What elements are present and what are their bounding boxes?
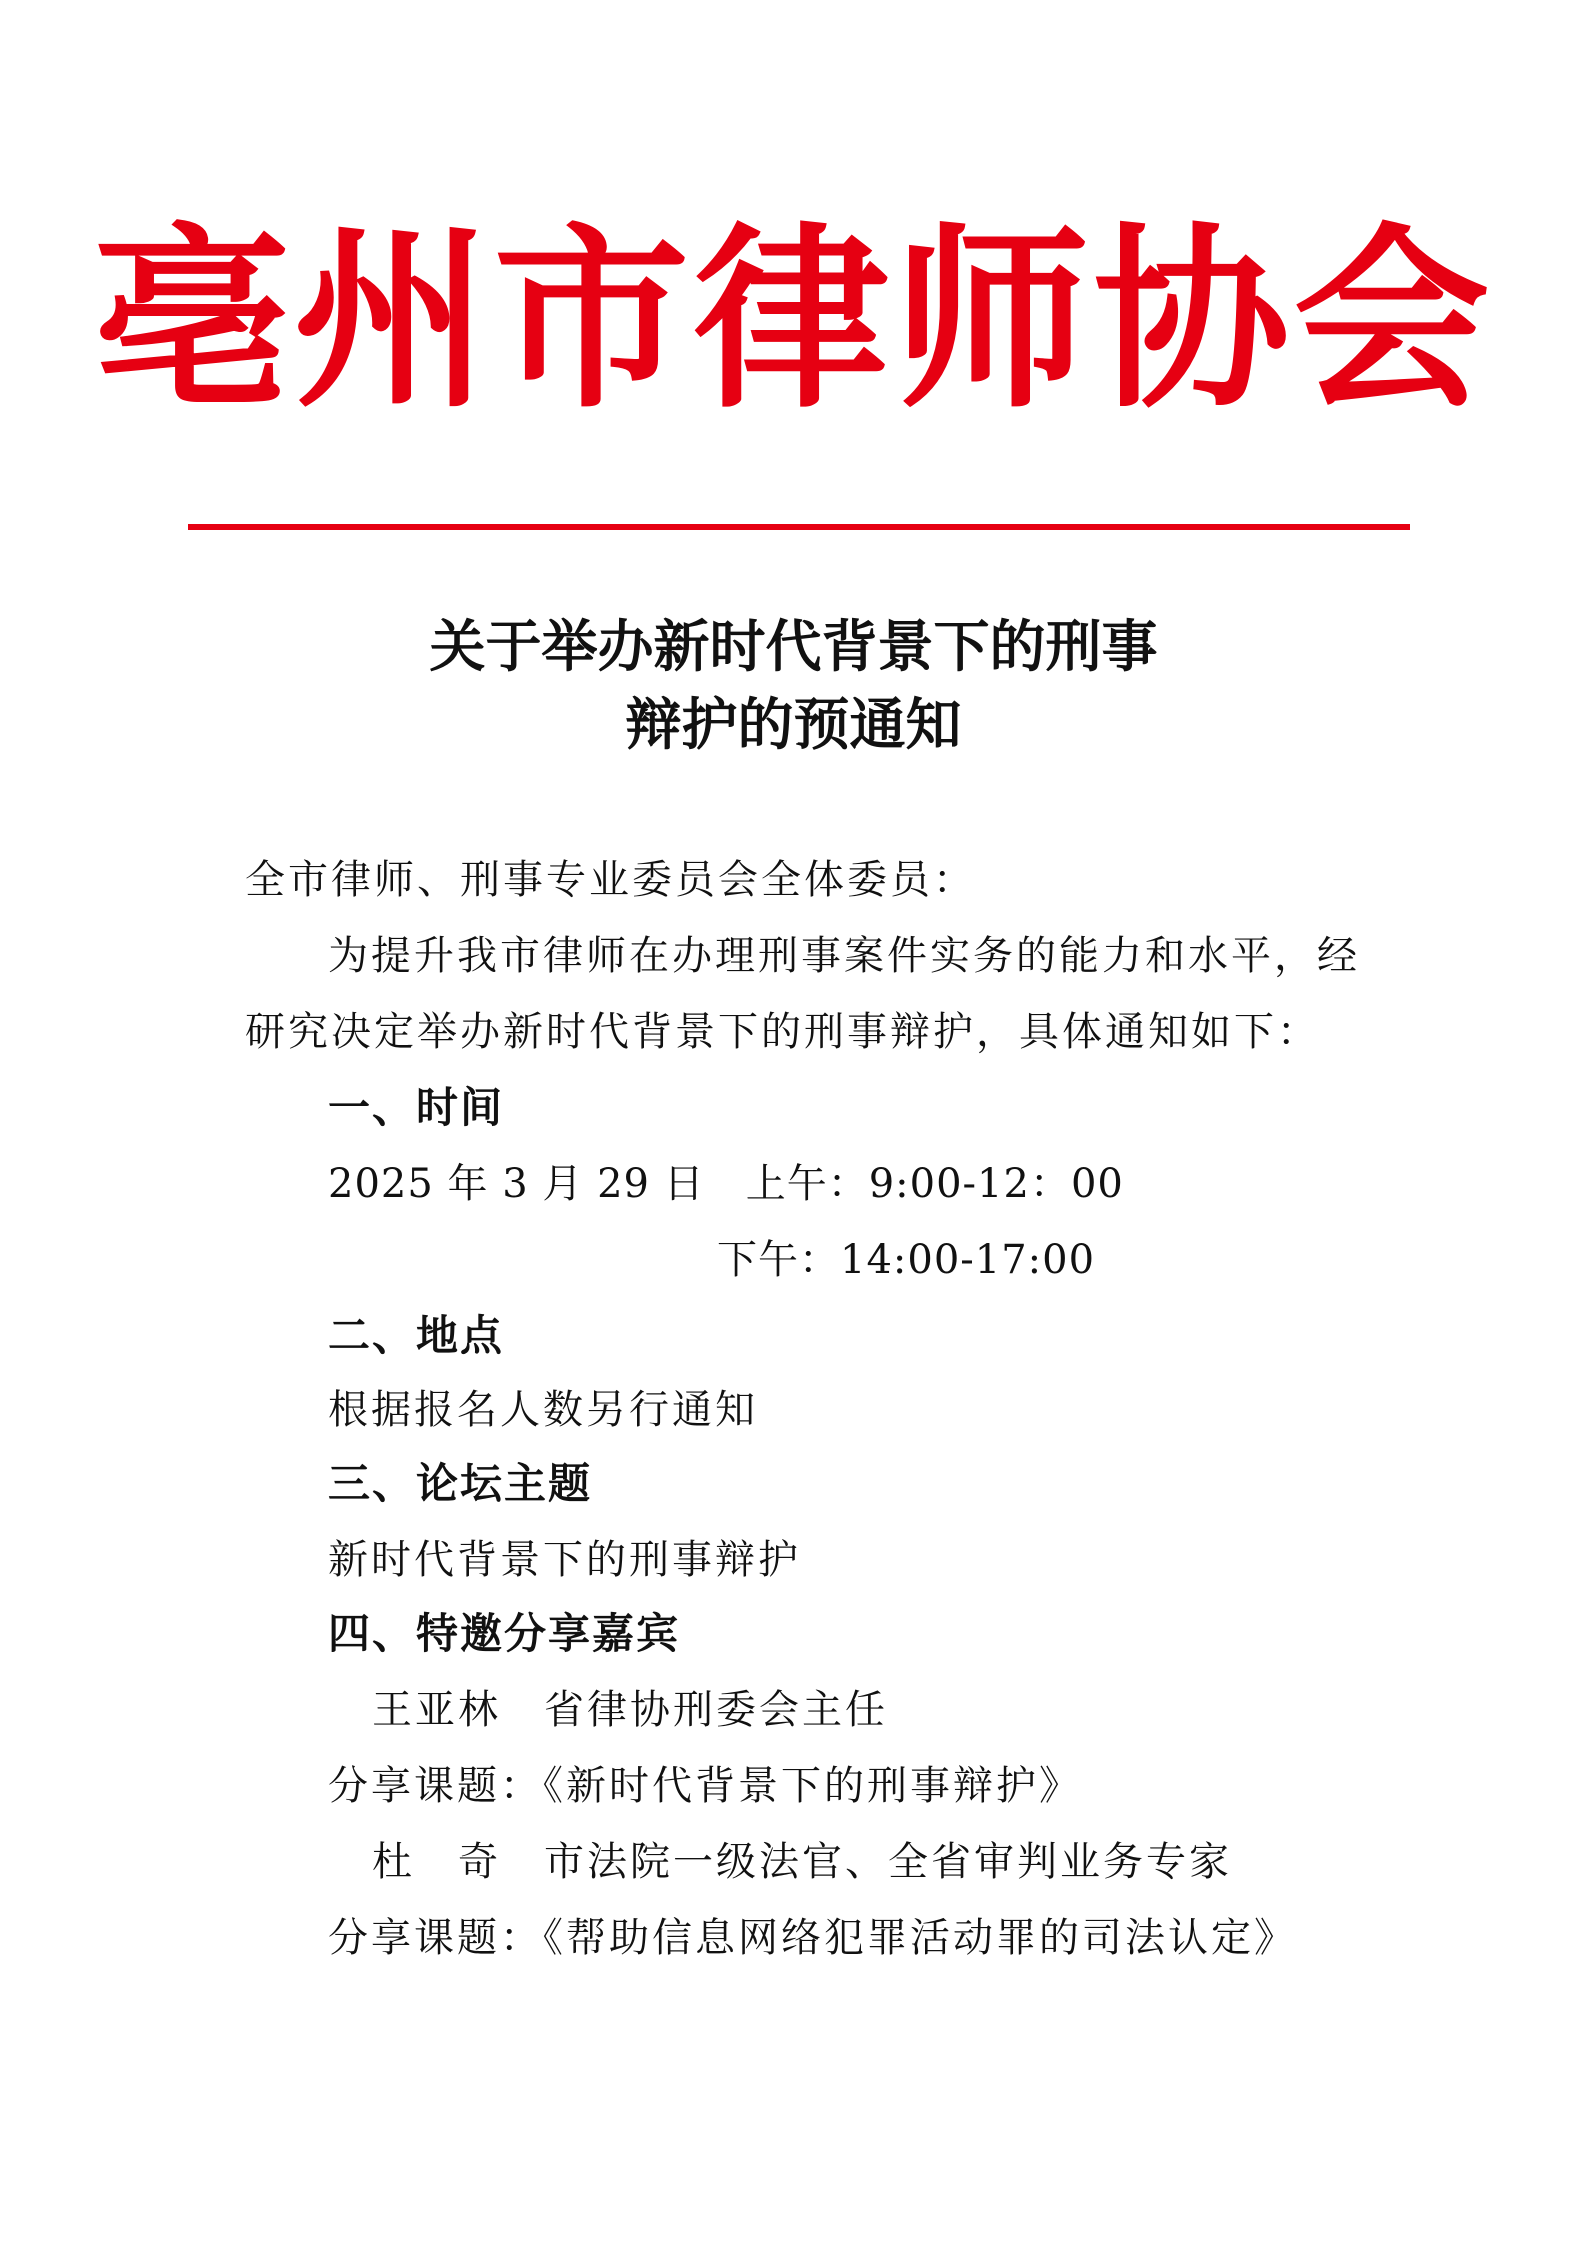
- header-divider: [188, 524, 1410, 530]
- theme-text: 新时代背景下的刑事辩护: [328, 1537, 801, 1583]
- organization-header: 亳州市律师协会: [93, 205, 1494, 435]
- time-date-morning: 2025 年 3 月 29 日 上午：9:00-12：00: [328, 1161, 1124, 1207]
- document-title-line-1: 关于举办新时代背景下的刑事: [429, 614, 1158, 680]
- location-text: 根据报名人数另行通知: [328, 1387, 758, 1433]
- guest-2: 杜 奇 市法院一级法官、全省审判业务专家: [372, 1839, 1232, 1885]
- guest-1: 王亚林 省律协刑委会主任: [372, 1687, 888, 1733]
- document-title-line-2: 辩护的预通知: [625, 692, 962, 758]
- guest-2-topic: 分享课题：《帮助信息网络犯罪活动罪的司法认定》: [328, 1915, 1297, 1961]
- time-afternoon: 下午：14:00-17:00: [717, 1237, 1096, 1283]
- guest-1-topic: 分享课题：《新时代背景下的刑事辩护》: [328, 1763, 1082, 1809]
- section-heading-location: 二、地点: [328, 1311, 505, 1360]
- salutation: 全市律师、刑事专业委员会全体委员：: [245, 857, 976, 903]
- intro-line-2: 研究决定举办新时代背景下的刑事辩护，具体通知如下：: [245, 1009, 1320, 1055]
- section-heading-time: 一、时间: [328, 1083, 505, 1132]
- section-heading-guests: 四、特邀分享嘉宾: [328, 1609, 681, 1658]
- section-heading-theme: 三、论坛主题: [328, 1459, 593, 1508]
- intro-line-1: 为提升我市律师在办理刑事案件实务的能力和水平，经: [328, 933, 1360, 979]
